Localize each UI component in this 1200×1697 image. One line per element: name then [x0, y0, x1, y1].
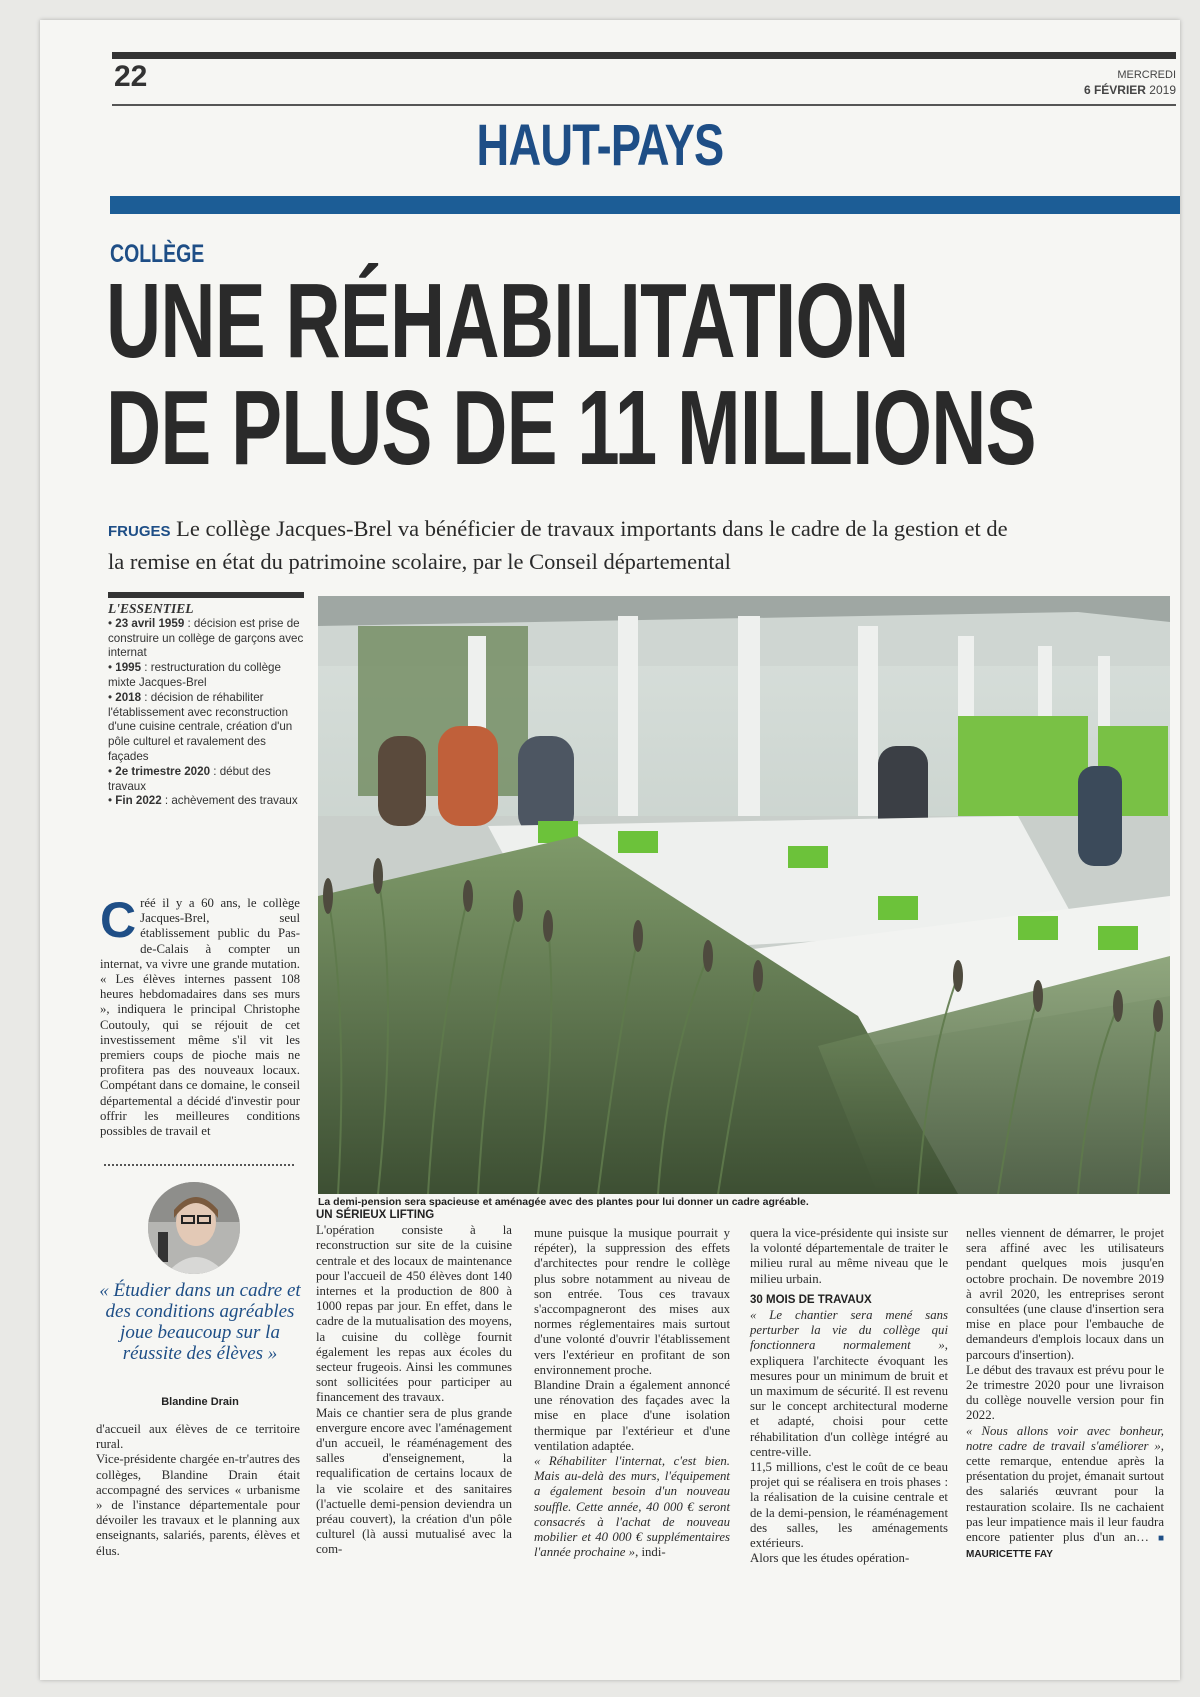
column-5: nelles viennent de démarrer, le projet sera affiné avec les utilisateurs pendant quelques mois jusqu'en octobre prochain. De novembre 2019 à avril 2020, les entreprises seront consultées (une clause d'insertion sera mise en place pour l'embauche de demandeurs d'emplois locaux dans un parcours d'insertion). Le début des travaux est prévu pour le 2e trimestre 2020 pour une livraison du collège nouvelle version pour fin 2022. « Nous allons voir avec bonheur, notre cadre de travail s'améliorer », cette remarque, entendue après la présentation du projet, émanait surtout des salariés œuvrant pour la restauration scolaire. Ils ne cachaient pas leur impatience mais il leur faudra encore patienter plus d'un an… ■ MAURICETTE FAY: [966, 1226, 1164, 1561]
article-photo: [318, 596, 1170, 1194]
deck-text: Le collège Jacques-Brel va bénéficier de travaux importants dans le cadre de la gestion et de la remise en état du patrimoine scolaire, par le Conseil départemental: [108, 516, 1008, 574]
essentiel-item: • 23 avril 1959 : décision est prise de construire un collège de garçons avec internat: [108, 616, 304, 660]
header-rule: [112, 104, 1176, 106]
issue-year: 2019: [1149, 83, 1176, 97]
essentiel-box: [108, 602, 308, 809]
page-number: 22: [114, 60, 148, 93]
essentiel-item: • 2e trimestre 2020 : début des travaux: [108, 764, 271, 793]
column-3: mune puisque la musique pourrait y répéter), la suppression des effets d'architectes pour rendre le collège plus sobre notamment au niveau de son entrée. Tous ces travaux s'accompagneront des mises aux normes réglementaires mais surtout d'une volonté d'ouvrir l'établissement vers l'extérieur en profitant de son environnement proche. Blandine Drain a également annoncé une rénovation des façades avec la mise en place d'une isolation thermique par l'extérieur et d'une ventilation adaptée. « Réhabiliter l'internat, c'est bien. Mais au-delà des murs, l'équipement a également besoin d'un nouveau souffle. Cette année, 40 000 € seront consacrés à l'achat de nouveau mobilier et 40 000 € supplémentaires l'année prochaine », indi-: [534, 1226, 730, 1560]
subhead-30-mois: 30 MOIS DE TRAVAUX: [750, 1293, 872, 1306]
column-1-bottom: d'accueil aux élèves de ce territoire rural. Vice-présidente chargée en-tr'autres des collèges, Blandine Drain était accompagné des services « urbanisme » de l'instance départementale pour dévoiler les travaux et le planning aux enseignants, salariés, parents, élèves et élus.: [96, 1422, 300, 1558]
pull-quote: « Étudier dans un cadre et des conditions agréables joue beaucoup sur la réussite des élèves »: [99, 1280, 301, 1364]
author-signature: ■ MAURICETTE FAY: [966, 1533, 1164, 1561]
essentiel-title: L'ESSENTIEL: [108, 601, 194, 616]
pull-quote-box: [96, 1170, 304, 1418]
avatar: [148, 1182, 240, 1274]
subhead-lifting: UN SÉRIEUX LIFTING: [316, 1209, 435, 1221]
section-band: [110, 196, 1180, 214]
cafeteria-rendering: [318, 596, 1170, 1194]
headline-line-2: DE PLUS DE 11 MILLIONS: [106, 369, 1036, 487]
essentiel-item: • 1995 : restructuration du collège mixte Jacques-Brel: [108, 661, 281, 689]
article-headline: [106, 262, 1036, 487]
column-2: UN SÉRIEUX LIFTING L'opération consiste à la reconstruction sur site de la cuisine centrale et des locaux de maintenance pour l'accueil de 450 élèves dont 140 internes et la production de 800 à 1000 repas par jour. En effet, dans le cadre de la mutualisation des moyens, la cuisine du collège fournit également les repas aux écoles du secteur frugeois. Ainsi les communes sont sollicitées pour participer au financement des travaux. Mais ce chantier sera de plus grande envergure encore avec l'aménagement d'un accueil, le réaménagement des salles d'enseignement, la requalification de certains locaux de la vie scolaire et des sanitaires (l'actuelle demi-pension deviendra un préau couvert), la création d'un pôle culturel (là aussi mutualisé avec la com-: [316, 1209, 512, 1557]
drop-cap: C: [100, 892, 137, 948]
dateline-place: FRUGES: [108, 523, 171, 540]
intro-paragraph: Créé il y a 60 ans, le collège Jacques-Brel, seul établissement public du Pas-de-Calais à compter un internat, va vivre une grande mutation. « Les élèves internes passent 108 heures hebdomadaires dans ses murs », indiquera le principal Christophe Coutouly, qui se réjouit de cet investissement même s'il vit les premiers coups de pioche mais ne profitera pas des nouveaux locaux. Compétant dans ce domaine, le conseil départemental a décidé d'investir pour offrir les meilleures conditions possibles de travail et: [100, 892, 300, 1139]
issue-day: 6 FÉVRIER: [1083, 83, 1146, 97]
headline-line-1: UNE RÉHABILITATION: [106, 262, 909, 380]
article-kicker: COLLÈGE: [110, 240, 205, 268]
essentiel-item: • Fin 2022 : achèvement des travaux: [108, 794, 298, 808]
essentiel-item: • 2018 : décision de réhabiliter l'établissement avec reconstruction d'une cuisine centrale, création d'un pôle culturel et ravalement des façades: [108, 690, 293, 763]
photo-caption: La demi-pension sera spacieuse et aménagée avec des plantes pour lui donner un cadre agréable.: [318, 1196, 809, 1208]
quote-author: Blandine Drain: [161, 1396, 239, 1408]
dotted-separator: [104, 1164, 294, 1166]
section-title: HAUT-PAYS: [476, 113, 724, 178]
issue-date: [1084, 68, 1176, 98]
portrait-photo: [148, 1182, 240, 1274]
top-rule: [112, 52, 1176, 59]
issue-weekday: MERCREDI: [1117, 69, 1176, 81]
article-deck: [108, 514, 1008, 577]
essentiel-rule: [108, 592, 304, 598]
column-4: quera la vice-présidente qui insiste sur la volonté départementale de traiter le milieu rural au même niveau que le milieu urbain. 30 MOIS DE TRAVAUX « Le chantier sera mené sans perturber la vie du collège qui fonctionnera normalement », expliquera l'architecte évoquant les mesures pour un minimum de bruit et un maximum de sécurité. Il est revenu sur le concept architectural moderne et adapté, choisi pour cette réhabilitation d'un collège intégré au centre-ville. 11,5 millions, c'est le coût de ce beau projet qui se réalisera en trois phases : la réalisation de la cuisine centrale et de la demi-pension, le réaménagement des salles, les aménagements extérieurs. Alors que les études opération-: [750, 1226, 948, 1566]
